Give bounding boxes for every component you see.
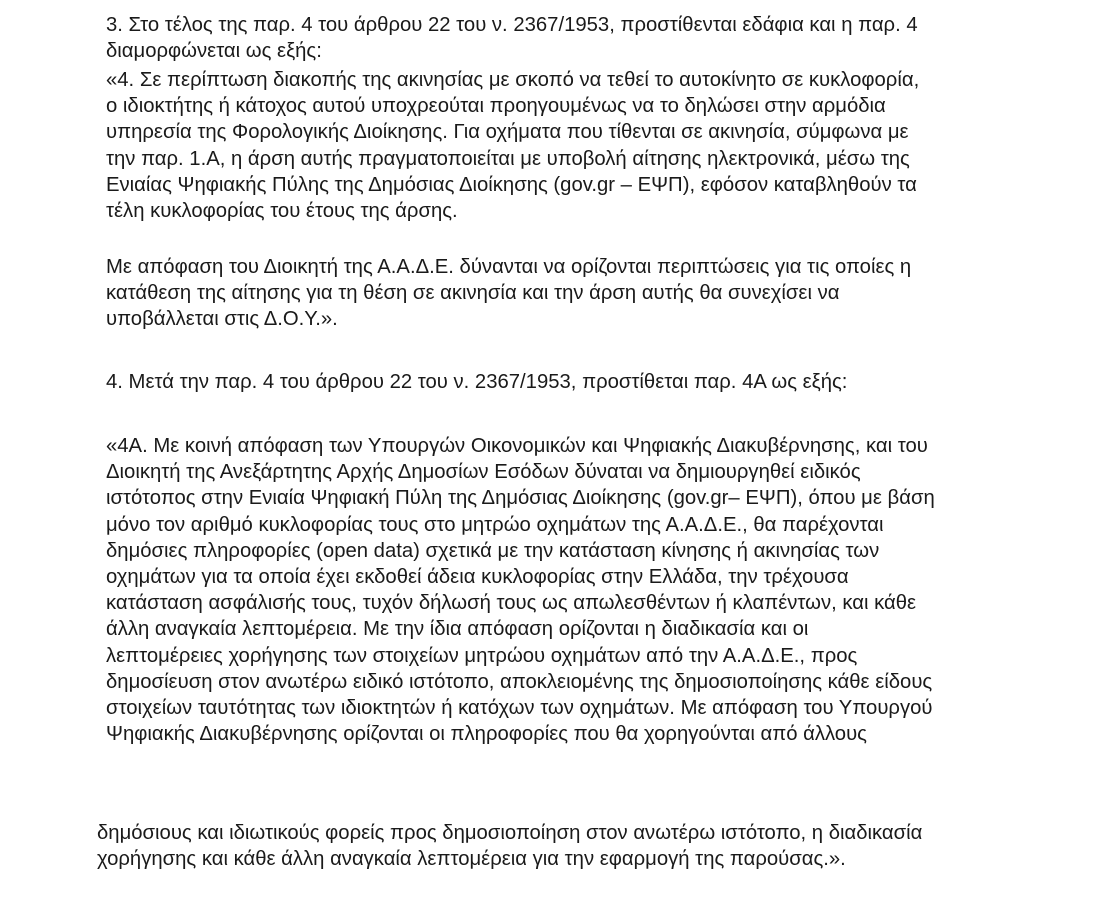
text-line: χορήγησης και κάθε άλλη αναγκαία λεπτομέρεια για την εφαρμογή της παρούσας.». [97, 848, 846, 871]
paragraph-4a-quote [106, 433, 1046, 747]
text-line: διαμορφώνεται ως εξής: [106, 40, 322, 63]
text-line: δημόσιες πληροφορίες (open data) σχετικά με την κατάσταση κίνησης ή ακινησίας των [106, 539, 880, 562]
text-line: Ψηφιακής Διακυβέρνησης ορίζονται οι πληροφορίες που θα χορηγούνται από άλλους [106, 723, 867, 746]
paragraph-4-continuation [106, 254, 1046, 333]
text-line: ο ιδιοκτήτης ή κάτοχος αυτού υποχρεούται προηγουμένως να το δηλώσει στην αρμόδια [106, 95, 886, 118]
section-4-heading [106, 369, 1046, 395]
text-line: υποβάλλεται στις Δ.Ο.Υ.». [106, 308, 338, 331]
text-line: δημοσίευση στον ανωτέρω ειδικό ιστότοπο, αποκλειομένης της δημοσιοποίησης κάθε είδους [106, 670, 933, 693]
text-line: Ενιαίας Ψηφιακής Πύλης της Δημόσιας Διοίκησης (gov.gr – ΕΨΠ), εφόσον καταβληθούν τα [106, 173, 917, 196]
text-line: άλλη αναγκαία λεπτομέρεια. Με την ίδια απόφαση ορίζονται η διαδικασία και οι [106, 618, 809, 641]
text-line: τέλη κυκλοφορίας του έτους της άρσης. [106, 200, 458, 223]
text-line: «4. Σε περίπτωση διακοπής της ακινησίας με σκοπό να τεθεί το αυτοκίνητο σε κυκλοφορία, [106, 69, 920, 91]
text-line: κατάθεση της αίτησης για τη θέση σε ακινησία και την άρση αυτής θα συνεχίσει να [106, 282, 840, 305]
text-line: Με απόφαση του Διοικητή της Α.Α.Δ.Ε. δύνανται να ορίζονται περιπτώσεις για τις οποίες η [106, 256, 912, 278]
text-line: Διοικητή της Ανεξάρτητης Αρχής Δημοσίων Εσόδων δύναται να δημιουργηθεί ειδικός [106, 461, 861, 484]
text-line: οχημάτων για τα οποία έχει εκδοθεί άδεια κυκλοφορίας στην Ελλάδα, την τρέχουσα [106, 566, 849, 589]
text-line: 4. Μετά την παρ. 4 του άρθρου 22 του ν. 2367/1953, προστίθεται παρ. 4Α ως εξής: [106, 371, 848, 393]
text-line: ιστότοπος στην Ενιαία Ψηφιακή Πύλη της Δημόσιας Διοίκησης (gov.gr– ΕΨΠ), όπου με βάση [106, 487, 935, 510]
text-line: στοιχείων ταυτότητας των ιδιοκτητών ή κατόχων των οχημάτων. Με απόφαση του Υπουργού [106, 697, 933, 720]
text-line: «4Α. Με κοινή απόφαση των Υπουργών Οικονομικών και Ψηφιακής Διακυβέρνησης, και του [106, 435, 928, 457]
text-line: μόνο τον αριθμό κυκλοφορίας τους στο μητρώο οχημάτων της Α.Α.Δ.Ε., θα παρέχονται [106, 513, 884, 536]
text-line: δημόσιους και ιδιωτικούς φορείς προς δημοσιοποίηση στον ανωτέρω ιστότοπο, η διαδικασία [97, 822, 923, 844]
paragraph-4a-ending [97, 820, 1045, 872]
text-line: κατάσταση ασφάλισής τους, τυχόν δήλωσή τους ως απωλεσθέντων ή κλαπέντων, και κάθε [106, 592, 917, 615]
text-line: υπηρεσία της Φορολογικής Διοίκησης. Για οχήματα που τίθενται σε ακινησία, σύμφωνα με [106, 121, 909, 144]
text-line: την παρ. 1.Α, η άρση αυτής πραγματοποιείται με υποβολή αίτησης ηλεκτρονικά, μέσω της [106, 147, 910, 170]
section-3-heading [106, 12, 1046, 64]
text-line: λεπτομέρειες χορήγησης των στοιχείων μητρώου οχημάτων από την Α.Α.Δ.Ε., προς [106, 644, 858, 667]
paragraph-4-quote [106, 67, 1046, 224]
text-line: 3. Στο τέλος της παρ. 4 του άρθρου 22 του ν. 2367/1953, προστίθενται εδάφια και η παρ. 4 [106, 14, 918, 36]
